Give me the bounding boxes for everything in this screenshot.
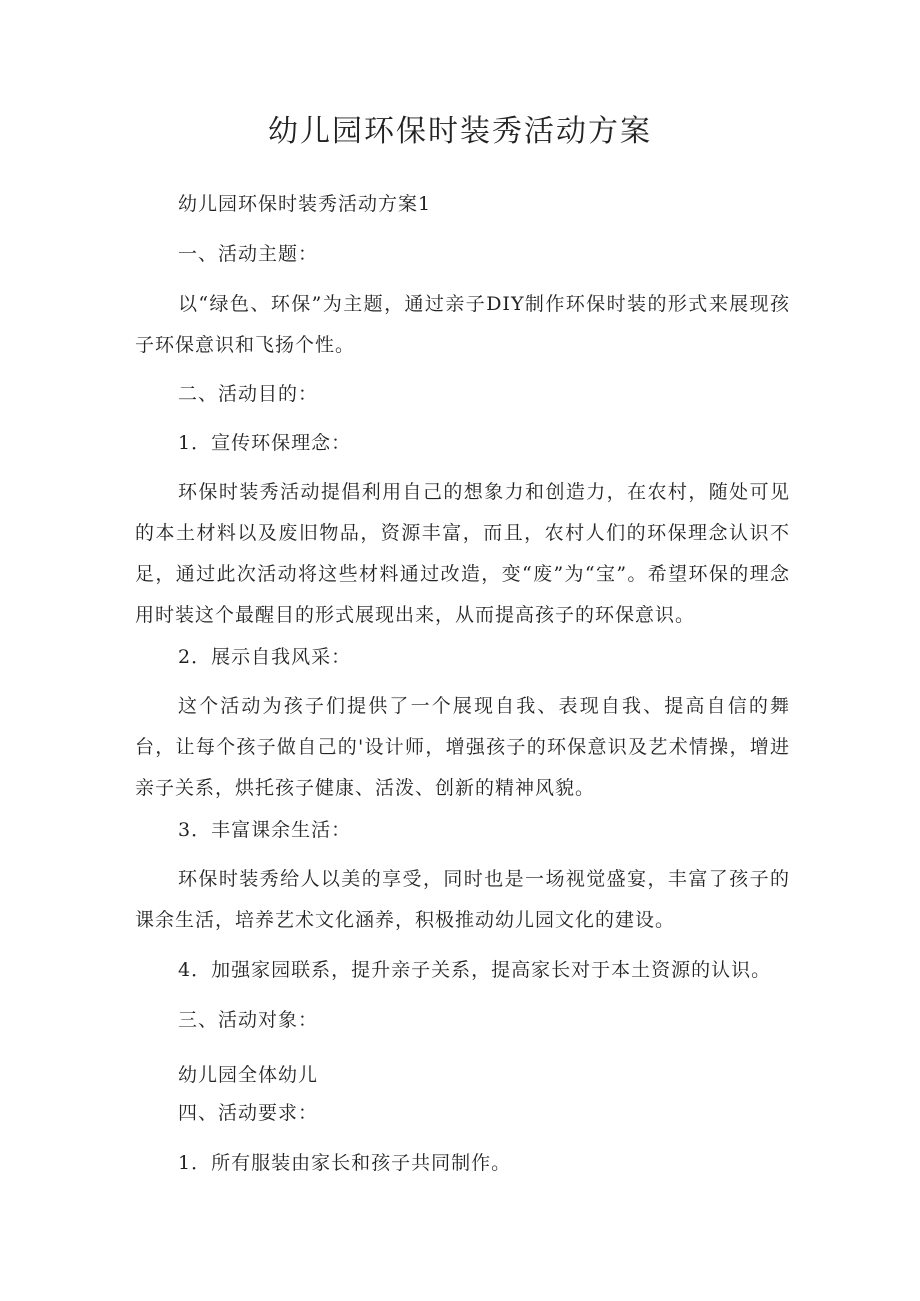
requirement-1-line: 1．所有服装由家长和孩子共同制作。 — [178, 1152, 512, 1174]
goal-4-line: 4．加强家园联系，提升亲子关系，提高家长对于本土资源的认识。 — [178, 959, 772, 981]
goal-2-paragraph: 这个活动为孩子们提供了一个展现自我、表现自我、提高自信的舞台，让每个孩子做自己的'设计师，增强孩子的环保意识及艺术情操，增进亲子关系，烘托孩子健康、活泼、创新的精神风貌。 — [135, 695, 790, 799]
section-heading-requirements: 四、活动要求： — [178, 1102, 319, 1124]
plan-subtitle: 幼儿园环保时装秀活动方案1 — [178, 193, 432, 215]
section-heading-theme: 一、活动主题： — [178, 243, 319, 265]
goal-3-paragraph: 环保时装秀给人以美的享受，同时也是一场视觉盛宴，丰富了孩子的课余生活，培养艺术文化涵养，积极推动幼儿园文化的建设。 — [135, 868, 790, 931]
participants-text: 幼儿园全体幼儿 — [178, 1064, 319, 1086]
section-heading-goals: 二、活动目的： — [178, 383, 319, 405]
goal-2-heading: 2．展示自我风采： — [178, 646, 352, 668]
goal-1-paragraph: 环保时装秀活动提倡利用自己的想象力和创造力，在农村，随处可见的本土材料以及废旧物品，资源丰富，而且，农村人们的环保理念认识不足，通过此次活动将这些材料通过改造，变“废”为“宝”。希望环保的理念用时装这个最醒目的形式展现出来，从而提高孩子的环保意识。 — [135, 481, 790, 626]
theme-paragraph: 以“绿色、环保”为主题，通过亲子DIY制作环保时装的形式来展现孩子环保意识和飞扬个性。 — [135, 293, 790, 356]
section-heading-participants: 三、活动对象： — [178, 1009, 319, 1031]
goal-1-heading: 1．宣传环保理念： — [178, 432, 352, 454]
document-title: 幼儿园环保时装秀活动方案 — [268, 114, 652, 149]
goal-3-heading: 3．丰富课余生活： — [178, 819, 352, 841]
